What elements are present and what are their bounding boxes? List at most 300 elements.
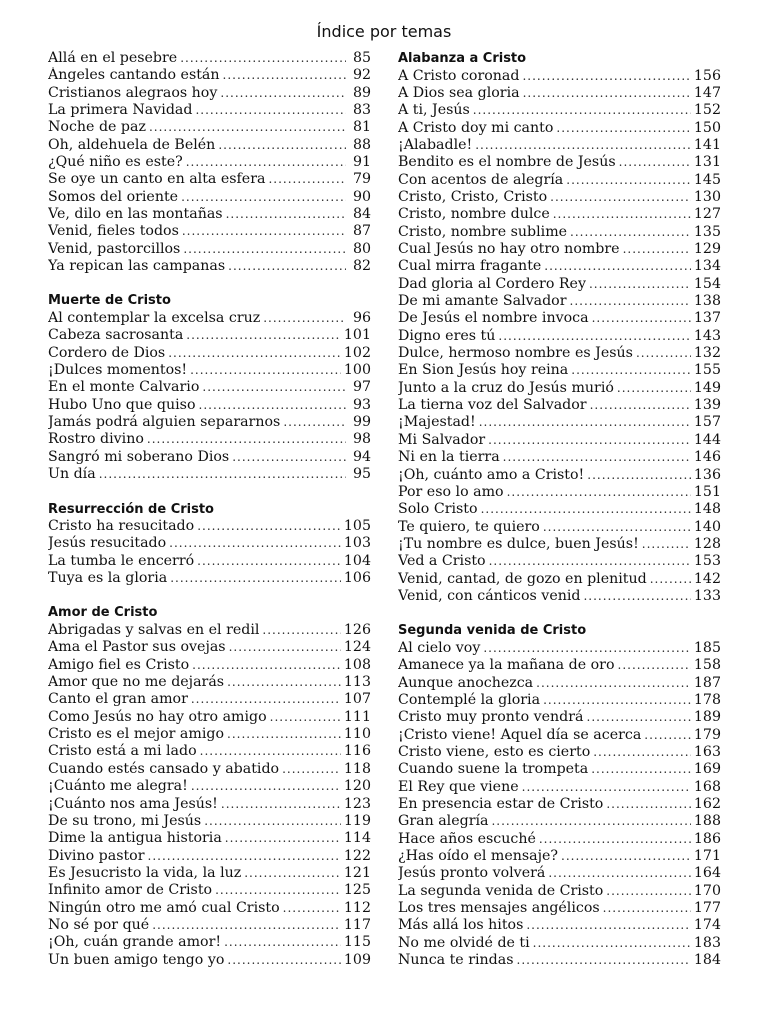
entry-title: Amanece ya la mañana de oro [398,657,615,674]
entry-number: 142 [693,570,721,587]
index-entry [48,379,371,396]
entry-title: Cristo es el mejor amigo [48,726,224,743]
dot-leader [479,414,691,431]
dot-leader [99,466,346,483]
index-entry [398,432,721,449]
entry-title: Ningún otro me amó cual Cristo [48,899,280,916]
entry-title: Cristo viene, esto es cierto [398,743,591,760]
dot-leader [473,102,691,119]
entry-title: Contemplé la gloria [398,691,541,708]
index-entry [48,657,371,674]
dot-leader [606,883,691,900]
index-entry [398,172,721,189]
entry-number: 171 [693,847,721,864]
entry-number: 102 [343,344,371,361]
entry-number: 118 [343,760,371,777]
index-entry [398,328,721,345]
dot-leader [168,345,341,362]
dot-leader [270,709,341,726]
index-column-right [398,50,721,986]
entry-title: Cristo, Cristo, Cristo [398,189,548,205]
entry-number: 114 [343,830,371,847]
index-entry [48,310,371,327]
entry-number: 154 [693,275,721,292]
entry-title: Abrigadas y salvas en el redil [48,622,260,639]
entry-title: Ya repican las campanas [48,258,226,275]
index-entry [398,154,721,171]
index-entry [48,848,371,865]
dot-leader [228,258,346,275]
entry-number: 183 [693,934,721,951]
dot-leader [489,553,691,570]
dot-leader [603,900,691,917]
index-entry [398,519,721,536]
entry-number: 132 [693,345,721,362]
entry-number: 117 [343,916,371,933]
index-entry [48,761,371,778]
entry-number: 92 [352,67,371,84]
index-entry [398,709,721,726]
index-entry [48,171,371,188]
entry-number: 79 [352,171,371,188]
entry-number: 179 [693,726,721,743]
index-entry [398,68,721,85]
entry-title: Gran alegría [398,813,489,830]
index-entry [398,224,721,241]
index-entry [48,865,371,882]
entry-number: 145 [693,171,721,188]
entry-number: 126 [343,622,371,639]
dot-leader [181,189,346,206]
dot-leader [566,172,691,189]
entry-title: ¡Dulces momentos! [48,362,188,379]
entry-title: La tumba le encerró [48,552,195,569]
entry-number: 80 [352,240,371,257]
index-entry [48,691,371,708]
index-entry [398,362,721,379]
index-entry [398,258,721,275]
entry-number: 100 [343,362,371,379]
index-entry [398,276,721,293]
entry-number: 95 [352,466,371,483]
index-entry [398,380,721,397]
index-entry [48,743,371,760]
dot-leader [191,691,341,708]
entry-title: ¿Qué niño es este? [48,154,183,171]
entry-title: Rostro divino [48,431,144,448]
index-entry [48,414,371,431]
dot-leader [642,536,691,553]
index-entry [398,449,721,466]
dot-leader [262,622,341,639]
index-entry [48,778,371,795]
entry-title: La primera Navidad [48,102,193,119]
entry-number: 122 [343,847,371,864]
dot-leader [539,831,691,848]
index-entry [398,484,721,501]
dot-leader [491,813,690,830]
entry-title: Jesús pronto volverá [398,865,546,882]
entry-title: Un día [48,466,96,483]
dot-leader [186,154,346,171]
entry-title: Cabeza sacrosanta [48,327,184,344]
index-entry [398,675,721,692]
index-section [48,50,371,275]
index-entry [398,657,721,674]
entry-number: 135 [693,223,721,240]
entry-title: Digno eres tú [398,327,496,344]
entry-title: Amor que no me dejarás [48,674,225,691]
entry-title: En el monte Calvario [48,379,200,396]
index-entry [398,293,721,310]
entry-title: Ni en la tierra [398,449,500,466]
dot-leader [570,293,691,310]
entry-number: 147 [693,84,721,101]
index-entry [48,622,371,639]
entry-number: 188 [693,813,721,830]
entry-number: 94 [352,448,371,465]
dot-leader [587,709,691,726]
index-entry [48,466,371,483]
index-entry [48,119,371,136]
entry-title: El Rey que viene [398,778,519,795]
index-entry [48,882,371,899]
entry-number: 177 [693,900,721,916]
entry-title: Cordero de Dios [48,344,166,361]
entry-number: 178 [693,691,721,708]
entry-title: Cristo muy pronto vendrá [398,709,584,726]
dot-leader [227,952,341,969]
entry-title: En Sion Jesús hoy reina [398,362,569,379]
index-section [398,622,721,969]
entry-number: 81 [352,119,371,136]
index-entry [48,102,371,119]
entry-title: Junto a la cruz do Jesús murió [398,379,614,396]
dot-leader [204,813,341,830]
dot-leader [215,882,341,899]
index-entry [48,674,371,691]
entry-title: A Cristo coronad [398,67,520,84]
entry-number: 98 [352,431,371,448]
entry-title: Ángeles cantando están [48,67,220,84]
section-title: Alabanza a Cristo [398,51,527,66]
entry-number: 133 [693,587,721,604]
entry-title: ¡Tu nombre es dulce, buen Jesús! [398,535,639,552]
index-entry [398,345,721,362]
index-entry [398,761,721,778]
dot-leader [283,414,346,431]
dot-leader [226,206,346,223]
entry-number: 158 [693,657,721,674]
index-entry [398,120,721,137]
index-entry [398,553,721,570]
entry-number: 163 [693,743,721,760]
section-title: Resurrección de Cristo [48,501,214,517]
dot-leader [147,431,346,448]
index-entry [398,588,721,605]
entry-number: 144 [693,431,721,448]
entry-title: Sangró mi soberano Dios [48,448,230,465]
dot-leader [220,85,346,102]
index-entry [398,189,721,206]
dot-leader [522,779,691,796]
entry-number: 141 [693,136,721,153]
entry-title: Dime la antigua historia [48,830,222,847]
dot-leader [224,934,341,951]
dot-leader [192,657,341,674]
dot-leader [263,310,346,327]
dot-leader [227,726,341,743]
dot-leader [229,639,341,656]
dot-leader [570,224,691,241]
entry-number: 108 [343,656,371,673]
index-entry [48,553,371,570]
dot-leader [533,935,691,952]
entry-number: 129 [693,241,721,258]
entry-number: 146 [693,449,721,466]
entry-number: 113 [343,674,371,691]
entry-title: Ve, dilo en las montañas [48,206,223,223]
index-entry [48,518,371,535]
index-entry [48,154,371,171]
dot-leader [543,692,691,709]
entry-title: De su trono, mi Jesús [48,812,202,829]
entry-number: 84 [352,206,371,223]
entry-title: Más allá los hitos [398,917,524,934]
dot-leader [227,674,341,691]
dot-leader [619,154,691,171]
page-title: Índice por temas [316,22,452,41]
dot-leader [182,223,346,240]
entry-title: Aunque anochezca [398,674,534,691]
entry-number: 89 [352,84,371,101]
dot-leader [590,397,691,414]
dot-leader [149,119,346,136]
entry-number: 125 [343,882,371,899]
entry-title: Jesús resucitado [48,535,167,552]
index-section [48,501,371,588]
index-entry [48,934,371,951]
entry-title: ¡Majestad! [398,414,476,431]
dot-leader [191,778,341,795]
entry-number: 123 [343,795,371,812]
entry-number: 152 [693,102,721,119]
entry-number: 124 [343,639,371,656]
dot-leader [536,675,691,692]
dot-leader [523,85,691,102]
entry-title: En presencia estar de Cristo [398,795,604,812]
entry-title: Canto el gran amor [48,691,188,708]
dot-leader [591,761,691,778]
index-entry [398,813,721,830]
entry-title: Los tres mensajes angélicos [398,900,600,916]
index-entry [398,692,721,709]
index-entry [398,206,721,223]
entry-title: Somos del oriente [48,188,179,205]
entry-number: 116 [343,743,371,760]
entry-number: 162 [693,795,721,812]
index-entry [48,206,371,223]
index-entry [398,935,721,952]
index-entry [48,189,371,206]
index-entry [48,639,371,656]
index-section [398,50,721,605]
index-section [48,292,371,483]
index-entry [398,571,721,588]
index-entry [48,85,371,102]
index-entry [48,431,371,448]
entry-number: 83 [352,102,371,119]
index-entry [48,796,371,813]
dot-leader [244,865,341,882]
dot-leader [169,535,341,552]
entry-title: Mi Salvador [398,431,486,448]
dot-leader [197,518,341,535]
dot-leader [522,68,690,85]
index-entry [398,796,721,813]
entry-title: Un buen amigo tengo yo [48,951,225,968]
index-entry [398,414,721,431]
entry-title: Dad gloria al Cordero Rey [398,275,586,292]
index-entry [398,501,721,518]
entry-number: 104 [343,552,371,569]
dot-leader [606,796,691,813]
entry-title: Cristo, nombre dulce [398,206,550,223]
index-entry [398,137,721,154]
dot-leader [197,553,341,570]
dot-leader [571,362,691,379]
entry-title: Venid, pastorcillos [48,240,181,257]
entry-number: 119 [343,812,371,829]
entry-title: Bendito es el nombre de Jesús [398,154,616,171]
entry-title: A Dios sea gloria [398,84,520,101]
dot-leader [481,501,691,518]
entry-title: Cristianos alegraos hoy [48,84,218,101]
index-entry [48,67,371,84]
entry-title: Hace años escuché [398,830,536,847]
entry-title: Con acentos de alegría [398,171,564,188]
entry-number: 82 [352,258,371,275]
index-entry [398,744,721,761]
entry-number: 150 [693,119,721,136]
entry-title: Ama el Pastor sus ovejas [48,639,226,656]
dot-leader [282,761,341,778]
entry-number: 164 [693,865,721,882]
dot-leader [548,865,691,882]
entry-number: 136 [693,466,721,483]
dot-leader [152,917,341,934]
entry-title: ¡Cristo viene! Aquel día se acerca [398,726,642,743]
entry-number: 107 [343,691,371,708]
entry-title: Hubo Uno que quiso [48,396,196,413]
entry-title: Solo Cristo [398,501,478,518]
dot-leader [200,743,341,760]
entry-number: 115 [343,934,371,951]
index-entry [398,865,721,882]
dot-leader [232,449,346,466]
entry-number: 99 [352,414,371,431]
entry-number: 187 [693,674,721,691]
dot-leader [225,830,341,847]
entry-title: Nunca te rindas [398,952,514,969]
entry-number: 87 [352,223,371,240]
entry-title: ¡Cuánto nos ama Jesús! [48,795,218,812]
dot-leader [553,206,691,223]
entry-title: Venid, con cánticos venid [398,587,581,604]
entry-number: 127 [693,206,721,223]
entry-title: Te quiero, te quiero [398,518,540,535]
dot-leader [587,467,691,484]
entry-number: 148 [693,501,721,518]
entry-title: Jamás podrá alguien separarnos [48,414,281,431]
dot-leader [650,571,691,588]
dot-leader [583,588,690,605]
entry-number: 189 [693,709,721,726]
entry-number: 134 [693,258,721,275]
dot-leader [507,484,691,501]
index-entry [398,917,721,934]
entry-title: Amigo fiel es Cristo [48,656,190,673]
entry-number: 97 [352,379,371,396]
dot-leader [475,137,691,154]
entry-title: ¡Oh, cuán grande amor! [48,934,222,951]
index-entry [48,952,371,969]
index-entry [398,85,721,102]
dot-leader [592,310,691,327]
entry-title: De Jesús el nombre invoca [398,310,589,327]
section-title: Muerte de Cristo [48,293,171,309]
entry-title: Oh, aldehuela de Belén [48,136,216,153]
entry-title: Cuando estés cansado y abatido [48,760,280,777]
entry-title: Venid, cantad, de gozo en plenitud [398,570,647,587]
entry-number: 139 [693,397,721,414]
entry-number: 140 [693,518,721,535]
index-entry [48,50,371,67]
dot-leader [617,380,691,397]
entry-title: La tierna voz del Salvador [398,397,587,414]
index-entry [48,709,371,726]
index-entry [398,831,721,848]
dot-leader [199,397,347,414]
entry-number: 90 [352,188,371,205]
dot-leader [218,137,346,154]
dot-leader [503,449,691,466]
entry-number: 110 [343,726,371,743]
index-entry [398,467,721,484]
dot-leader [221,796,341,813]
entry-number: 101 [343,327,371,344]
entry-number: 185 [693,639,721,656]
entry-number: 85 [352,50,371,66]
index-entry [48,327,371,344]
entry-title: Cuando suene la trompeta [398,761,589,778]
entry-number: 111 [343,708,371,725]
entry-number: 170 [693,882,721,899]
section-title: Segunda venida de Cristo [398,623,587,639]
index-column-left [48,50,371,986]
index-entry [398,952,721,969]
index-entry [398,102,721,119]
entry-title: ¡Oh, cuánto amo a Cristo! [398,466,585,483]
dot-leader [561,848,691,865]
entry-number: 106 [343,570,371,587]
section-title: Amor de Cristo [48,605,158,621]
dot-leader [195,102,346,119]
entry-title: Cristo ha resucitado [48,518,195,535]
dot-leader [593,744,691,761]
entry-title: A Cristo doy mi canto [398,119,554,136]
index-entry [398,779,721,796]
